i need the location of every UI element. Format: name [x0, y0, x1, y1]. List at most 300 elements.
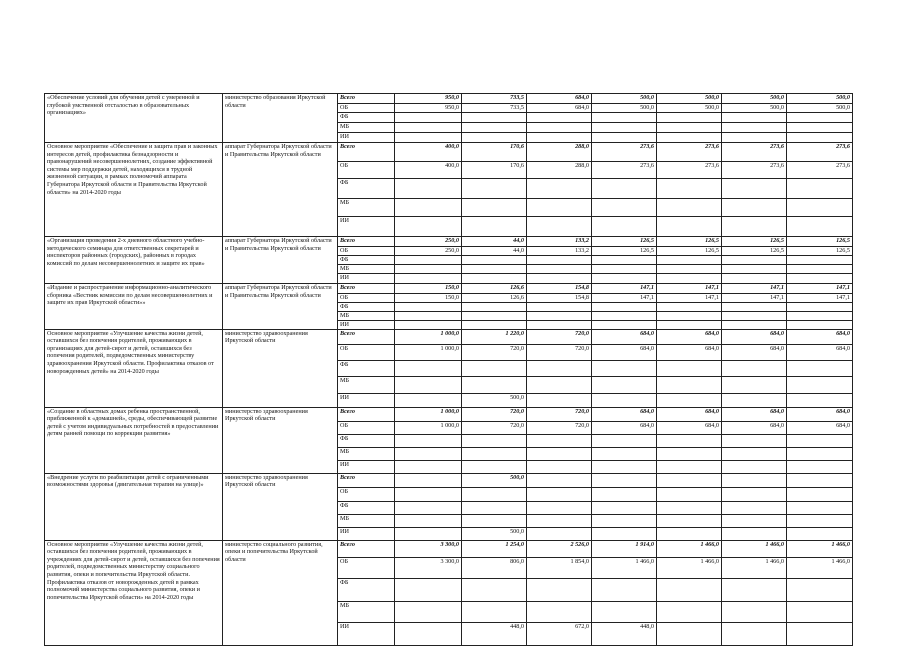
amount-cell: 720,0: [462, 421, 527, 434]
amount-cell: [527, 527, 592, 540]
amount-cell: [395, 199, 462, 217]
event-name-cell: Основное мероприятие «Улучшение качества жизни детей, оставшихся без попечения родителей, проживающих в организациях для детей-сирот и детей, оставшихся без попечения родителей, подведомственных министерству здравоохранения Иркутской области. Профилактика отказов от новорожденных детей» на 2014-2020 годы: [45, 329, 223, 407]
amount-cell: [395, 256, 462, 265]
event-name-cell: «Внедрение услуги по реабилитации детей с ограниченными возможностями здоровья (двигательная терапия на улице)»: [45, 473, 223, 540]
amount-cell: [592, 312, 657, 321]
amount-cell: 126,5: [722, 247, 787, 256]
amount-cell: [787, 303, 853, 312]
table-row: [45, 540, 853, 557]
amount-cell: 170,6: [462, 162, 527, 179]
amount-cell: [592, 514, 657, 527]
funding-source-cell: МБ: [338, 199, 395, 217]
amount-cell: 1 466,0: [657, 557, 722, 578]
amount-cell: 684,0: [657, 344, 722, 360]
amount-cell: [722, 274, 787, 284]
amount-cell: [657, 527, 722, 540]
amount-cell: [722, 179, 787, 199]
event-name-cell: Основное мероприятие «Улучшение качества жизни детей, оставшихся без попечения родителей, проживающих в учреждениях для детей-сирот и детей, оставшихся без попечения родителей, подведомственных министерству социального развития, опеки и попечительства Иркутской области. Профилактика отказов от новорожденных детей в рамках полномочий министерства социального развития, опеки и попечительства Иркутской области» на 2014-2020 годы: [45, 540, 223, 645]
amount-cell: [787, 113, 853, 123]
amount-cell: [592, 393, 657, 407]
amount-cell: [787, 312, 853, 321]
amount-cell: [462, 217, 527, 237]
amount-cell: [462, 514, 527, 527]
amount-cell: [787, 133, 853, 143]
amount-cell: 126,5: [722, 237, 787, 247]
amount-cell: [527, 501, 592, 514]
amount-cell: 126,6: [462, 294, 527, 303]
amount-cell: 126,5: [657, 237, 722, 247]
amount-cell: [722, 376, 787, 393]
amount-cell: 147,1: [787, 284, 853, 294]
amount-cell: [395, 527, 462, 540]
amount-cell: [592, 303, 657, 312]
funding-source-cell: ИИ: [338, 622, 395, 645]
amount-cell: 684,0: [722, 407, 787, 421]
executor-cell: аппарат Губернатора Иркутской области и Правительства Иркутской области: [223, 284, 338, 330]
amount-cell: [787, 501, 853, 514]
amount-cell: [787, 376, 853, 393]
amount-cell: [395, 321, 462, 330]
amount-cell: [395, 393, 462, 407]
amount-cell: [657, 321, 722, 330]
amount-cell: [462, 199, 527, 217]
amount-cell: 147,1: [657, 284, 722, 294]
executor-cell: министерство здравоохранения Иркутской области: [223, 329, 338, 407]
amount-cell: 250,0: [395, 247, 462, 256]
amount-cell: [657, 303, 722, 312]
amount-cell: 150,0: [395, 294, 462, 303]
amount-cell: [787, 256, 853, 265]
amount-cell: [527, 303, 592, 312]
amount-cell: [592, 179, 657, 199]
amount-cell: [527, 376, 592, 393]
amount-cell: [527, 256, 592, 265]
amount-cell: 684,0: [592, 421, 657, 434]
amount-cell: [657, 312, 722, 321]
amount-cell: [395, 123, 462, 133]
amount-cell: 500,0: [722, 104, 787, 113]
amount-cell: 273,6: [787, 143, 853, 162]
amount-cell: 500,0: [592, 94, 657, 104]
amount-cell: [722, 113, 787, 123]
amount-cell: [527, 514, 592, 527]
budget-table: [44, 93, 853, 646]
funding-source-cell: ИИ: [338, 321, 395, 330]
amount-cell: 684,0: [592, 407, 657, 421]
amount-cell: [527, 360, 592, 376]
amount-cell: 44,0: [462, 237, 527, 247]
amount-cell: [527, 434, 592, 447]
amount-cell: [592, 447, 657, 460]
amount-cell: 1 000,0: [395, 329, 462, 344]
amount-cell: [395, 501, 462, 514]
amount-cell: [722, 265, 787, 274]
event-name-cell: Основное мероприятие «Обеспечение и защита прав и законных интересов детей, профилактика безнадзорности и правонарушений несовершеннолетних, создание эффективной системы мер поддержки детей, находящихся в трудной жизненной ситуации, в рамках полномочий аппарата Губернатора Иркутской области и Правительства Иркутской области» на 2014-2020 годы: [45, 143, 223, 237]
amount-cell: [592, 274, 657, 284]
amount-cell: 1 466,0: [722, 557, 787, 578]
amount-cell: 500,0: [462, 527, 527, 540]
amount-cell: [462, 133, 527, 143]
amount-cell: [722, 473, 787, 487]
amount-cell: 684,0: [787, 344, 853, 360]
amount-cell: [527, 447, 592, 460]
funding-source-cell: ФБ: [338, 578, 395, 601]
amount-cell: [462, 321, 527, 330]
amount-cell: [462, 123, 527, 133]
amount-cell: [395, 113, 462, 123]
amount-cell: [527, 487, 592, 501]
amount-cell: [527, 312, 592, 321]
amount-cell: 1 466,0: [592, 557, 657, 578]
amount-cell: [395, 578, 462, 601]
amount-cell: [657, 473, 722, 487]
amount-cell: 1 000,0: [395, 344, 462, 360]
amount-cell: 684,0: [527, 94, 592, 104]
executor-cell: аппарат Губернатора Иркутской области и Правительства Иркутской области: [223, 237, 338, 284]
amount-cell: 1 254,0: [462, 540, 527, 557]
amount-cell: 950,0: [395, 104, 462, 113]
amount-cell: [787, 265, 853, 274]
amount-cell: [527, 460, 592, 473]
amount-cell: 126,6: [462, 284, 527, 294]
amount-cell: 133,2: [527, 237, 592, 247]
amount-cell: 950,0: [395, 94, 462, 104]
amount-cell: 1 220,0: [462, 329, 527, 344]
amount-cell: [657, 123, 722, 133]
amount-cell: [395, 312, 462, 321]
amount-cell: 3 300,0: [395, 557, 462, 578]
amount-cell: 170,6: [462, 143, 527, 162]
amount-cell: [592, 527, 657, 540]
amount-cell: [722, 360, 787, 376]
amount-cell: 126,5: [657, 247, 722, 256]
amount-cell: [657, 601, 722, 622]
amount-cell: [462, 113, 527, 123]
amount-cell: [527, 321, 592, 330]
amount-cell: [395, 274, 462, 284]
amount-cell: [395, 460, 462, 473]
amount-cell: [657, 578, 722, 601]
table-row: [45, 94, 853, 104]
funding-source-cell: Всего: [338, 329, 395, 344]
amount-cell: 684,0: [787, 329, 853, 344]
amount-cell: [722, 256, 787, 265]
amount-cell: [462, 447, 527, 460]
amount-cell: [462, 179, 527, 199]
amount-cell: [722, 217, 787, 237]
funding-source-cell: МБ: [338, 265, 395, 274]
amount-cell: [722, 123, 787, 133]
amount-cell: [722, 460, 787, 473]
amount-cell: [527, 199, 592, 217]
amount-cell: 1 466,0: [787, 540, 853, 557]
amount-cell: [657, 460, 722, 473]
amount-cell: 672,0: [527, 622, 592, 645]
amount-cell: [787, 460, 853, 473]
amount-cell: [592, 113, 657, 123]
amount-cell: 147,1: [722, 294, 787, 303]
amount-cell: [657, 501, 722, 514]
amount-cell: 3 300,0: [395, 540, 462, 557]
funding-source-cell: Всего: [338, 407, 395, 421]
amount-cell: [592, 601, 657, 622]
amount-cell: 684,0: [657, 407, 722, 421]
amount-cell: [722, 133, 787, 143]
amount-cell: [462, 601, 527, 622]
amount-cell: [787, 321, 853, 330]
funding-source-cell: ОБ: [338, 104, 395, 113]
amount-cell: 500,0: [787, 94, 853, 104]
amount-cell: 2 526,0: [527, 540, 592, 557]
amount-cell: [722, 601, 787, 622]
amount-cell: [787, 473, 853, 487]
amount-cell: [787, 434, 853, 447]
amount-cell: [657, 274, 722, 284]
amount-cell: 500,0: [657, 104, 722, 113]
funding-source-cell: ФБ: [338, 256, 395, 265]
amount-cell: [657, 265, 722, 274]
amount-cell: [657, 487, 722, 501]
amount-cell: [527, 601, 592, 622]
amount-cell: [787, 360, 853, 376]
amount-cell: [395, 487, 462, 501]
amount-cell: [592, 321, 657, 330]
amount-cell: 684,0: [722, 329, 787, 344]
amount-cell: 133,2: [527, 247, 592, 256]
amount-cell: 273,6: [657, 162, 722, 179]
amount-cell: [787, 447, 853, 460]
amount-cell: 400,0: [395, 162, 462, 179]
funding-source-cell: ИИ: [338, 133, 395, 143]
amount-cell: [527, 265, 592, 274]
amount-cell: 273,6: [657, 143, 722, 162]
funding-source-cell: ОБ: [338, 487, 395, 501]
amount-cell: 147,1: [592, 284, 657, 294]
amount-cell: 288,0: [527, 162, 592, 179]
funding-source-cell: ОБ: [338, 162, 395, 179]
amount-cell: 1 854,0: [527, 557, 592, 578]
amount-cell: [592, 265, 657, 274]
amount-cell: [657, 199, 722, 217]
amount-cell: [722, 393, 787, 407]
funding-source-cell: Всего: [338, 473, 395, 487]
funding-source-cell: МБ: [338, 514, 395, 527]
funding-source-cell: Всего: [338, 237, 395, 247]
funding-source-cell: ИИ: [338, 460, 395, 473]
amount-cell: 44,0: [462, 247, 527, 256]
amount-cell: 720,0: [462, 344, 527, 360]
amount-cell: [787, 527, 853, 540]
amount-cell: 154,8: [527, 294, 592, 303]
amount-cell: [787, 514, 853, 527]
amount-cell: [527, 393, 592, 407]
funding-source-cell: Всего: [338, 143, 395, 162]
amount-cell: [722, 514, 787, 527]
amount-cell: 150,0: [395, 284, 462, 294]
amount-cell: 126,5: [592, 237, 657, 247]
amount-cell: [462, 376, 527, 393]
amount-cell: [722, 199, 787, 217]
amount-cell: [592, 487, 657, 501]
amount-cell: 273,6: [722, 143, 787, 162]
amount-cell: 448,0: [592, 622, 657, 645]
amount-cell: [657, 360, 722, 376]
amount-cell: [657, 434, 722, 447]
amount-cell: [787, 179, 853, 199]
amount-cell: 1 466,0: [722, 540, 787, 557]
amount-cell: [462, 460, 527, 473]
amount-cell: 288,0: [527, 143, 592, 162]
amount-cell: 126,5: [592, 247, 657, 256]
amount-cell: [657, 622, 722, 645]
amount-cell: [462, 265, 527, 274]
amount-cell: [395, 622, 462, 645]
amount-cell: [657, 447, 722, 460]
amount-cell: [722, 447, 787, 460]
amount-cell: [592, 460, 657, 473]
amount-cell: 500,0: [592, 104, 657, 113]
amount-cell: 1 466,0: [787, 557, 853, 578]
amount-cell: [395, 447, 462, 460]
funding-source-cell: МБ: [338, 376, 395, 393]
funding-source-cell: ФБ: [338, 179, 395, 199]
funding-source-cell: ИИ: [338, 274, 395, 284]
amount-cell: 806,0: [462, 557, 527, 578]
amount-cell: [395, 217, 462, 237]
amount-cell: [395, 179, 462, 199]
amount-cell: 684,0: [787, 407, 853, 421]
funding-source-cell: ФБ: [338, 360, 395, 376]
funding-source-cell: ОБ: [338, 421, 395, 434]
amount-cell: [722, 527, 787, 540]
amount-cell: 273,6: [722, 162, 787, 179]
amount-cell: 500,0: [657, 94, 722, 104]
amount-cell: [657, 179, 722, 199]
amount-cell: 684,0: [657, 329, 722, 344]
amount-cell: [787, 578, 853, 601]
amount-cell: 1 000,0: [395, 407, 462, 421]
executor-cell: министерство образования Иркутской области: [223, 94, 338, 143]
funding-source-cell: МБ: [338, 312, 395, 321]
amount-cell: [462, 312, 527, 321]
amount-cell: [395, 133, 462, 143]
amount-cell: 273,6: [592, 162, 657, 179]
amount-cell: [657, 113, 722, 123]
amount-cell: 684,0: [527, 104, 592, 113]
amount-cell: [462, 360, 527, 376]
amount-cell: [527, 274, 592, 284]
amount-cell: [462, 303, 527, 312]
event-name-cell: «Организация проведения 2-х дневного областного учебно-методического семинара для ответственных секретарей и инспекторов районных (городских), районных в городах комиссий по делам несовершеннолетних и защите их прав»: [45, 237, 223, 284]
funding-source-cell: ОБ: [338, 294, 395, 303]
funding-source-cell: ОБ: [338, 557, 395, 578]
amount-cell: [462, 256, 527, 265]
amount-cell: [592, 256, 657, 265]
amount-cell: 250,0: [395, 237, 462, 247]
amount-cell: 147,1: [722, 284, 787, 294]
amount-cell: 684,0: [787, 421, 853, 434]
funding-source-cell: ИИ: [338, 393, 395, 407]
table-row: [45, 473, 853, 487]
amount-cell: 684,0: [657, 421, 722, 434]
event-name-cell: «Создание в областных домах ребенка пространственной, приближенной к «домашней», среды, обеспечивающей развитие детей с учетом индивидуальных потребностей в предоставлении детям ранней помощи по коррекции развития»: [45, 407, 223, 473]
amount-cell: 147,1: [592, 294, 657, 303]
amount-cell: [395, 265, 462, 274]
amount-cell: 126,5: [787, 237, 853, 247]
amount-cell: [395, 473, 462, 487]
amount-cell: 1 000,0: [395, 421, 462, 434]
funding-source-cell: ОБ: [338, 247, 395, 256]
amount-cell: [592, 501, 657, 514]
amount-cell: [722, 487, 787, 501]
amount-cell: [787, 199, 853, 217]
amount-cell: 720,0: [462, 407, 527, 421]
amount-cell: [657, 376, 722, 393]
amount-cell: 684,0: [722, 421, 787, 434]
amount-cell: [657, 256, 722, 265]
amount-cell: [527, 133, 592, 143]
amount-cell: [395, 303, 462, 312]
funding-source-cell: Всего: [338, 94, 395, 104]
amount-cell: 500,0: [462, 393, 527, 407]
amount-cell: [592, 199, 657, 217]
amount-cell: [722, 501, 787, 514]
funding-source-cell: МБ: [338, 447, 395, 460]
executor-cell: министерство социального развития, опеки и попечительства Иркутской области: [223, 540, 338, 645]
executor-cell: аппарат Губернатора Иркутской области и Правительства Иркутской области: [223, 143, 338, 237]
table-row: [45, 407, 853, 421]
amount-cell: 448,0: [462, 622, 527, 645]
amount-cell: [722, 321, 787, 330]
table-row: [45, 143, 853, 162]
amount-cell: [787, 601, 853, 622]
amount-cell: 720,0: [527, 421, 592, 434]
amount-cell: [787, 622, 853, 645]
amount-cell: [462, 578, 527, 601]
amount-cell: 733,5: [462, 94, 527, 104]
amount-cell: 500,0: [462, 473, 527, 487]
amount-cell: 720,0: [527, 344, 592, 360]
amount-cell: [462, 487, 527, 501]
amount-cell: [787, 123, 853, 133]
amount-cell: 684,0: [722, 344, 787, 360]
amount-cell: [722, 303, 787, 312]
amount-cell: [722, 622, 787, 645]
amount-cell: 733,5: [462, 104, 527, 113]
executor-cell: министерство здравоохранения Иркутской области: [223, 407, 338, 473]
amount-cell: [592, 217, 657, 237]
amount-cell: 273,6: [787, 162, 853, 179]
funding-source-cell: Всего: [338, 284, 395, 294]
amount-cell: 1 466,0: [657, 540, 722, 557]
funding-source-cell: ОБ: [338, 344, 395, 360]
amount-cell: [592, 578, 657, 601]
amount-cell: [527, 578, 592, 601]
amount-cell: 147,1: [657, 294, 722, 303]
amount-cell: [657, 133, 722, 143]
amount-cell: 400,0: [395, 143, 462, 162]
event-name-cell: «Издание и распространение информационно-аналитического сборника «Вестник комиссии по делам несовершеннолетних и защите их прав Иркутской области»»: [45, 284, 223, 330]
amount-cell: [527, 217, 592, 237]
amount-cell: 500,0: [787, 104, 853, 113]
amount-cell: [657, 217, 722, 237]
table-row: [45, 237, 853, 247]
funding-source-cell: ФБ: [338, 303, 395, 312]
amount-cell: [722, 578, 787, 601]
funding-source-cell: МБ: [338, 123, 395, 133]
amount-cell: [722, 434, 787, 447]
amount-cell: [527, 179, 592, 199]
